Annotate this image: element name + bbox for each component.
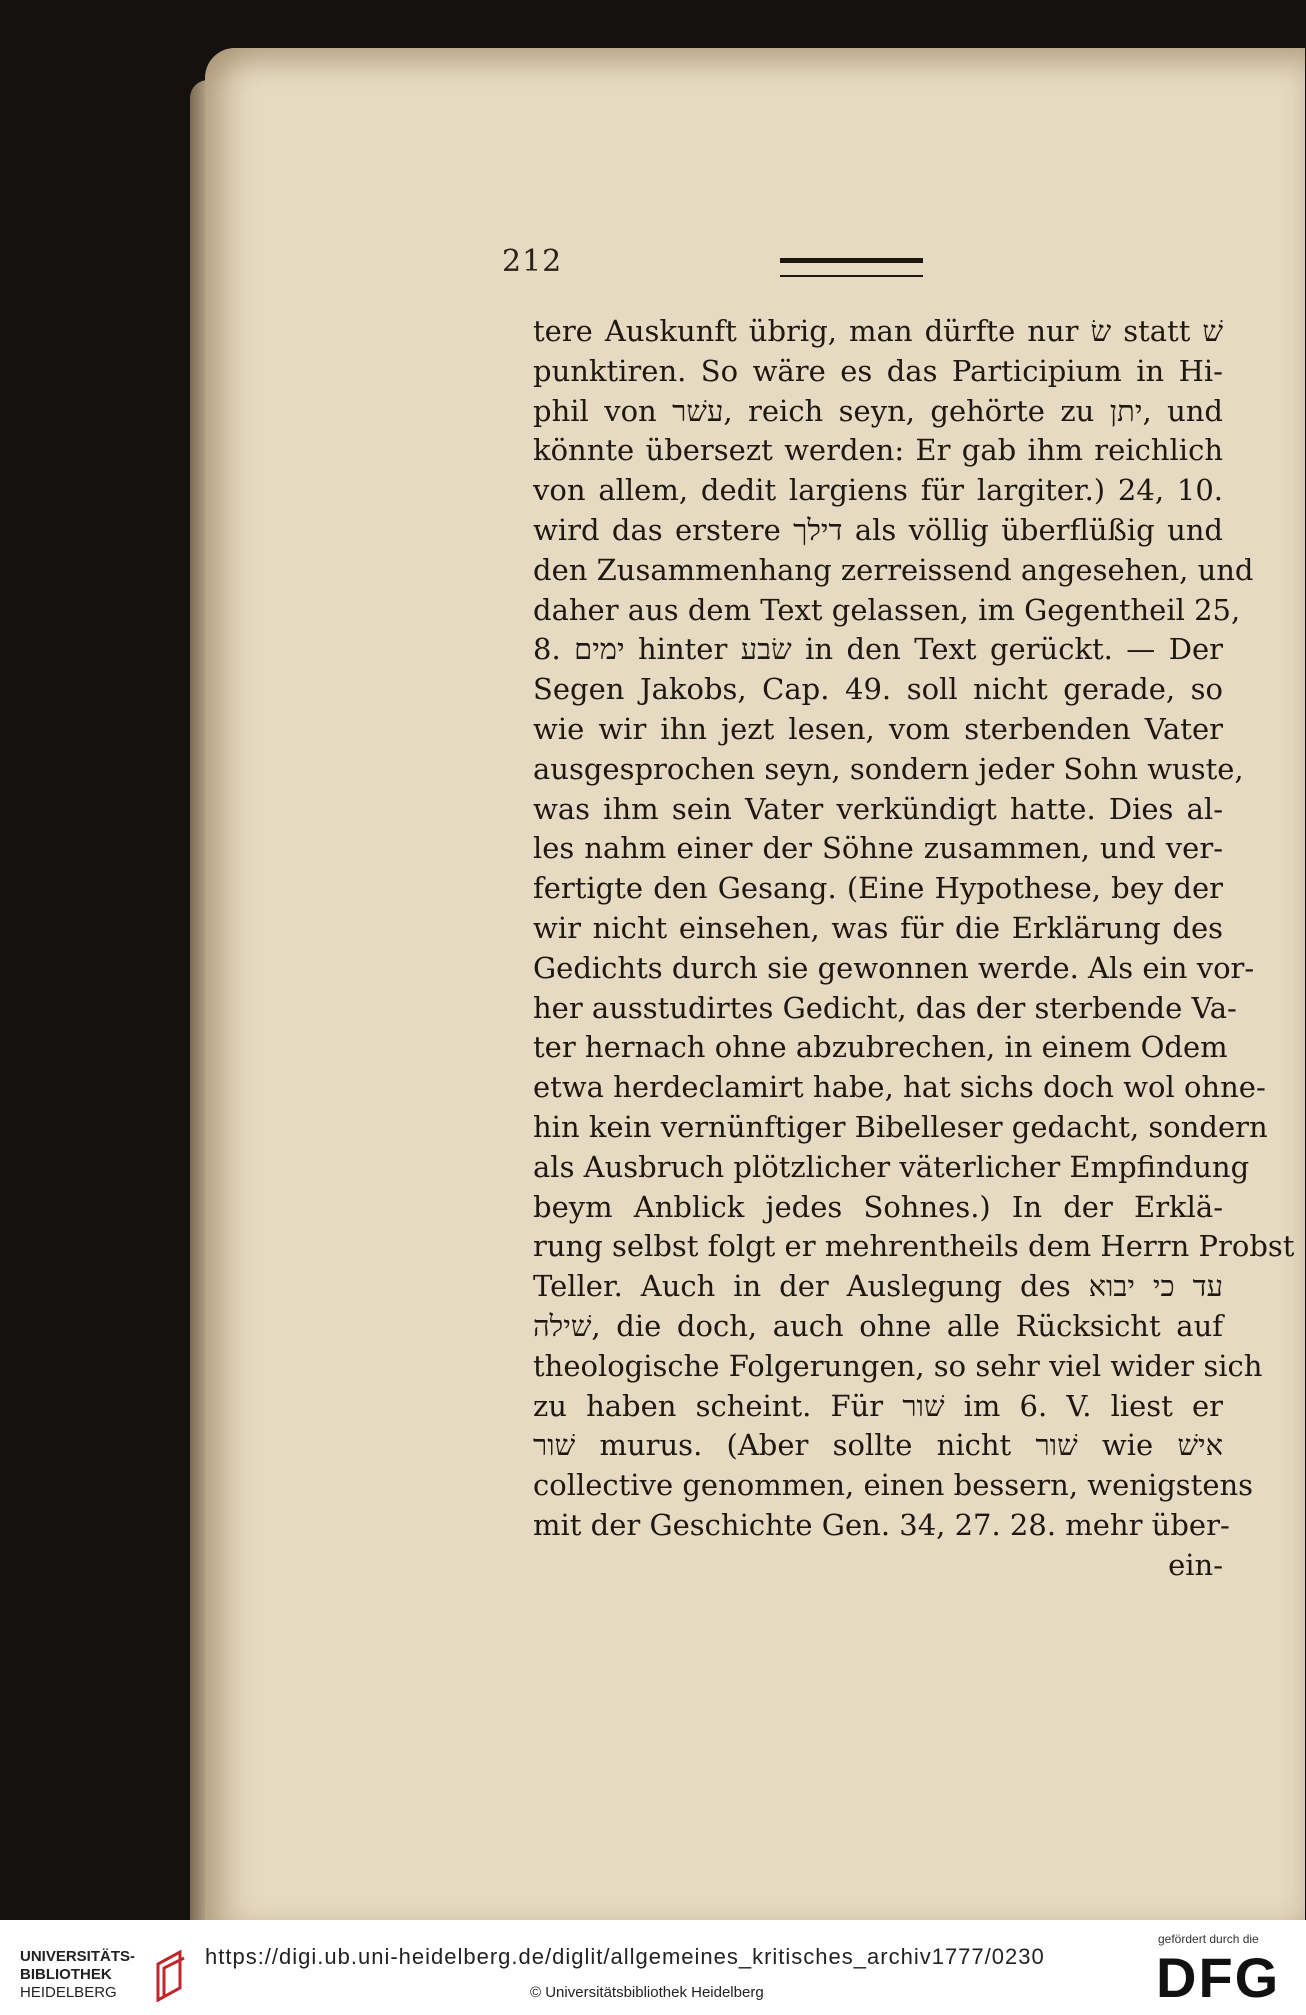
library-logo-icon: [150, 1950, 190, 2002]
text-line: den Zusammenhang zerreissend angesehen, und: [533, 552, 1254, 587]
text-line: fertigte den Gesang. (Eine Hypothese, bey der: [533, 871, 1223, 906]
text-line: Segen Jakobs, Cap. 49. soll nicht gerade, so: [533, 672, 1223, 707]
text-line: hin kein vernünftiger Bibelleser gedacht, sondern: [533, 1109, 1268, 1144]
text-line: שׁור murus. (Aber sollte nicht שׁור wie אישׁ: [533, 1428, 1223, 1463]
catchword: ein-: [1168, 1547, 1223, 1582]
text-line: rung selbst folgt er mehrentheils dem Herrn Probst: [533, 1229, 1295, 1264]
text-line: tere Auskunft übrig, man dürfte nur שׂ statt שׁ: [533, 314, 1223, 348]
text-line: phil von עשׁר, reich seyn, gehörte zu יתן, und: [533, 393, 1223, 428]
text-line: wird das erstere דילך als völlig überflüßig und: [533, 512, 1223, 547]
text-line: beym Anblick jedes Sohnes.) In der Erklä-: [533, 1189, 1223, 1224]
library-name-line: BIBLIOTHEK: [20, 1966, 112, 1983]
text-line: her ausstudirtes Gedicht, das der sterbende Va-: [533, 990, 1237, 1025]
text-line: etwa herdeclamirt habe, hat sichs doch wol ohne-: [533, 1070, 1266, 1105]
text-line: collective genommen, einen bessern, wenigstens: [533, 1468, 1254, 1503]
viewer-footer: [0, 1920, 1306, 2015]
text-line: als Ausbruch plötzlicher väterlicher Empfindung: [533, 1149, 1250, 1184]
text-line: שׁילה, die doch, auch ohne alle Rücksicht auf: [533, 1308, 1223, 1343]
text-line: von allem, dedit largiens für largiter.) 24, 10.: [533, 473, 1223, 508]
page-text: [533, 312, 1295, 1586]
text-line: mit der Geschichte Gen. 34, 27. 28. mehr über-: [533, 1507, 1230, 1542]
text-line: wir nicht einsehen, was für die Erklärung des: [533, 910, 1223, 945]
library-name-line: UNIVERSITÄTS-: [20, 1948, 136, 1965]
library-logo[interactable]: [20, 1948, 200, 2008]
text-line: daher aus dem Text gelassen, im Gegentheil 25,: [533, 592, 1241, 627]
page-number: 212: [502, 244, 563, 279]
library-name-line: HEIDELBERG: [20, 1984, 117, 2001]
funding-caption: gefördert durch die: [1158, 1932, 1259, 1946]
text-line: ausgesprochen seyn, sondern jeder Sohn wuste,: [533, 751, 1244, 786]
dfg-logo[interactable]: DFG: [1156, 1946, 1281, 2009]
text-line: wie wir ihn jezt lesen, vom sterbenden Vater: [533, 711, 1223, 746]
text-line: Gedichts durch sie gewonnen werde. Als ein vor-: [533, 950, 1255, 985]
text-line: theologische Folgerungen, so sehr viel wider sich: [533, 1348, 1263, 1383]
text-line: Teller. Auch in der Auslegung des עד כי יבוא: [533, 1269, 1224, 1304]
text-line: ter hernach ohne abzubrechen, in einem Odem: [533, 1030, 1228, 1065]
header-rule: [780, 258, 923, 277]
text-line: les nahm einer der Söhne zusammen, und ver-: [533, 831, 1223, 866]
text-line: könnte übersezt werden: Er gab ihm reichlich: [533, 433, 1223, 468]
permalink-url[interactable]: https://digi.ub.uni-heidelberg.de/diglit/allgemeines_kritisches_archiv1777/0230: [205, 1944, 1045, 1969]
copyright-notice: © Universitätsbibliothek Heidelberg: [530, 1984, 764, 2001]
text-line: punktiren. So wäre es das Participium in Hi-: [533, 353, 1223, 388]
text-line: was ihm sein Vater verkündigt hatte. Dies al-: [533, 791, 1223, 826]
text-line: 8. ימים hinter שׂבע in den Text gerückt. — Der: [533, 632, 1223, 667]
text-line: zu haben scheint. Für שׁור im 6. V. liest er: [533, 1388, 1223, 1423]
